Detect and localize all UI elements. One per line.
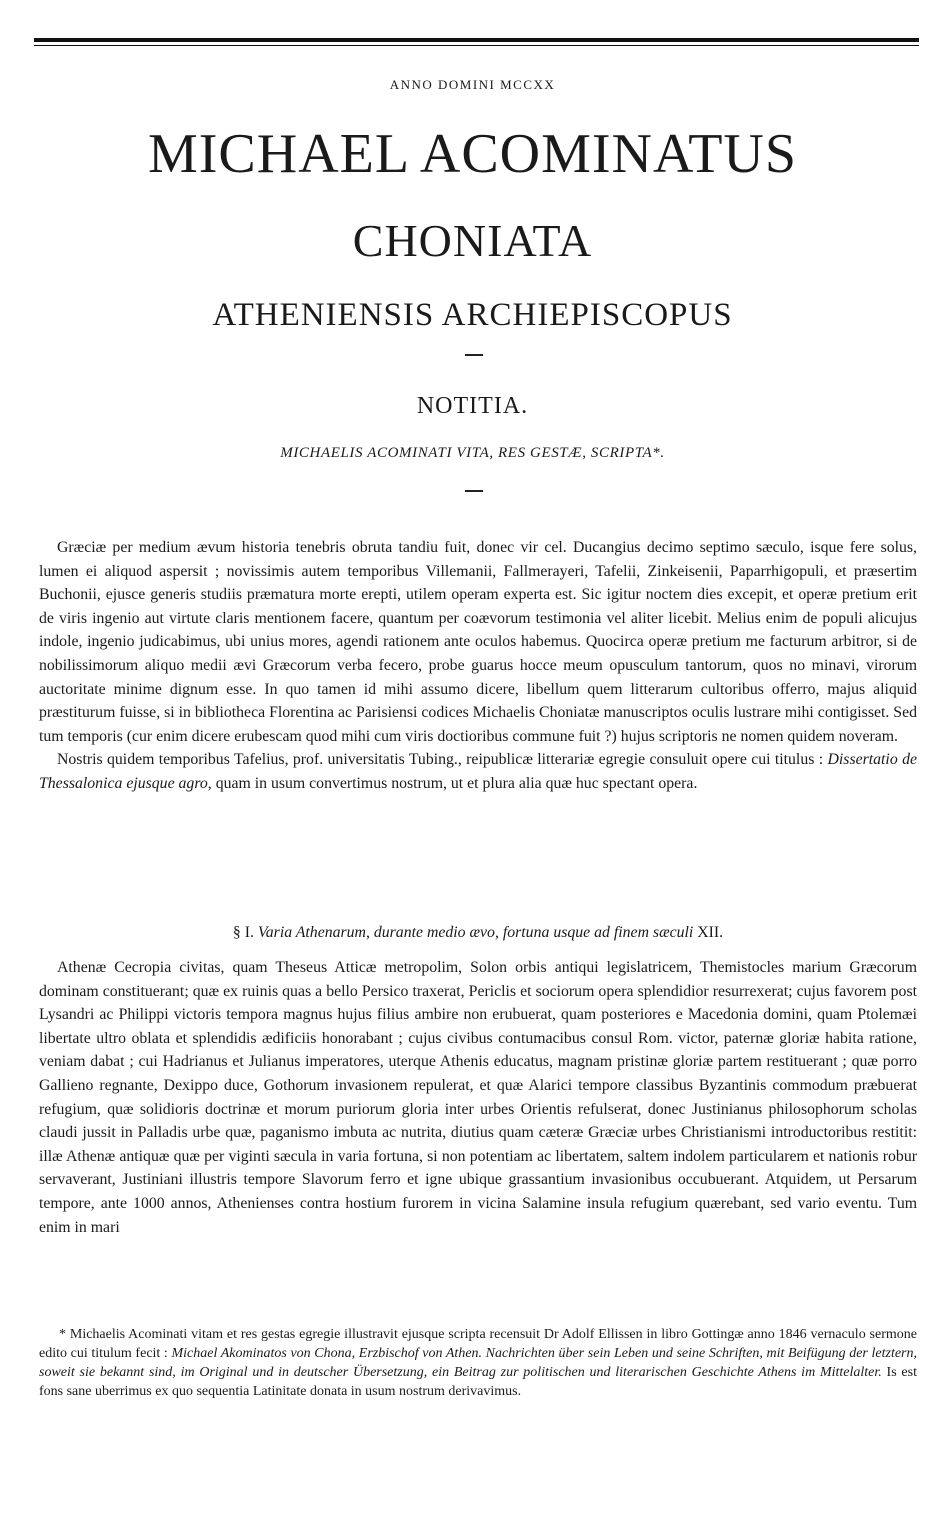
top-thin-rule (34, 45, 919, 46)
footnote: * Michaelis Acominati vitam et res gestas egregie illustravit ejusque scripta recensuit Dr Adolf Ellissen in libro Gottingæ anno 1846 vernaculo sermone edito cui titulum fecit : Michael Akominatos von Chona, Erzbischof von Athen. Nachrichten über sein Leben und seine Schriften, mit Beifügung der letztern, soweit sie bekannt sind, im Original und in deutscher Übersetzung, ein Beitrag zur politischen und literarischen Geschichte Athens im Mittelalter. Is est fons sane uberrimus ex quo sequentia Latinitate donata in usum nostrum derivavimus. (39, 1327, 918, 1399)
separator-dash (465, 490, 483, 492)
title-author: MICHAEL ACOMINATUS (147, 123, 798, 185)
section-text (39, 956, 917, 1239)
section-heading: § I. Varia Athenarum, durante medio ævo, fortuna usque ad finem sæculi XII. (232, 924, 724, 941)
top-double-rule (34, 38, 919, 42)
work-title: Dissertatio de Thessalonica ejusque agro (39, 751, 917, 792)
title-office: ATHENIENSIS ARCHIEPISCOPUS (212, 297, 733, 333)
year-heading: ANNO DOMINI MCCXX (389, 77, 556, 92)
paragraph: Athenæ Cecropia civitas, quam Theseus Atticæ metropolim, Solon orbis antiqui legislatricem, Themistocles marium Græcorum dominam constituerant; quæ ex ruinis quas a bello Persico traxerat, Periclis et sociorum opera splendidior resurrexerat; cujus favorem post Lysandri ac Philippi victoris tempora magnus hujus filius ambire non erubuerat, quam posteriores e Macedonia domini, quam Ptolemæi libertate ultro oblata et splendidis ædificiis honorabant ; cujus civibus contumacibus consul Rom. victor, paternæ gloriæ habita ratione, veniam dabat ; cui Hadrianus et Julianus imperatores, uterque Athenis educatus, magnam pristinæ gloriæ partem restituerant ; quæ porro Gallieno regnante, Dexippo duce, Gothorum invasionem repulerat, et quæ Alarici tempore classibus Byzantinis commodum præbuerat refugium, quæ solidioris doctrinæ et morum puriorum gloria inter urbes Orientis refulserat, donec Justinianus philosophorum scholas claudi jussit in Palladis urbe quæ, paganismo imbuta ac nutrita, diutius quam cæteræ Græciæ urbes Christianismi introductoribus restitit: illæ Athenæ antiquæ quæ per viginti sæcula in varia fortuna, si non potentiam ac libertatem, saltem indolem particularem et nationis robur servaverant, Justiniani illustris tempore Slavorum ferro et igne ubique grassantium invasionibus occubuerant. Atquidem, ut Persarum tempore, ante 1000 annos, Athenienses contra hostium furorem in vicina Salamine insula refugium quærebant, sed vario eventu. Tum enim in mari (39, 959, 917, 1236)
notitia-heading: NOTITIA. (416, 393, 529, 419)
subtitle: MICHAELIS ACOMINATI VITA, RES GESTÆ, SCRIPTA*. (280, 445, 665, 461)
separator-dash (465, 354, 483, 356)
paragraph: Græciæ per medium ævum historia tenebris obruta tandiu fuit, donec vir cel. Ducangius decimo septimo sæculo, isque fere solus, lumen ei aliquod aspersit ; novissimis autem temporibus Villemanii, Fallmerayeri, Tafelii, Zinkeisenii, Paparrhigopuli, et præsertim Buchonii, ejusce generis studiis præmatura morte erepti, utilem operam experta est. Sic igitur noctem dies excepit, et operæ pretium erit de viris ingenio aut virtute claris mentionem facere, quantum per coævorum testimonia vel aliter licebit. Melius enim de populi alicujus indole, ingenio judicabimus, ubi unius mores, agendi rationem ante oculos habemus. Quocirca operæ pretium me facturum arbitror, si de nobilissimorum aliquo medii ævi Græcorum verba fecero, probe guarus hocce meum opusculum tantorum, quos no minavi, virorum auctoritate minime dignum esse. In quo tamen id mihi assumo dicere, libellum quem litterarum cultoribus offerro, majus aliquid præstiturum fuisse, si in bibliotheca Florentina ac Parisiensi codices Michaelis Choniatæ manuscriptos oculis lustrare mihi contigisset. Sed tum temporis (cur enim dicere erubescam quod mihi cum viris doctioribus commune fuit ?) hujus scriptoris ne nomen quidem noveram. (39, 539, 917, 745)
intro-text (39, 536, 917, 796)
title-surname: CHONIATA (352, 215, 593, 266)
paragraph: Nostris quidem temporibus Tafelius, prof. universitatis Tubing., reipublicæ litterariæ egregie consuluit opere cui titulus : Dissertatio de Thessalonica ejusque agro, quam in usum convertimus nostrum, ut et plura alia quæ huc spectant opera. (39, 751, 917, 792)
